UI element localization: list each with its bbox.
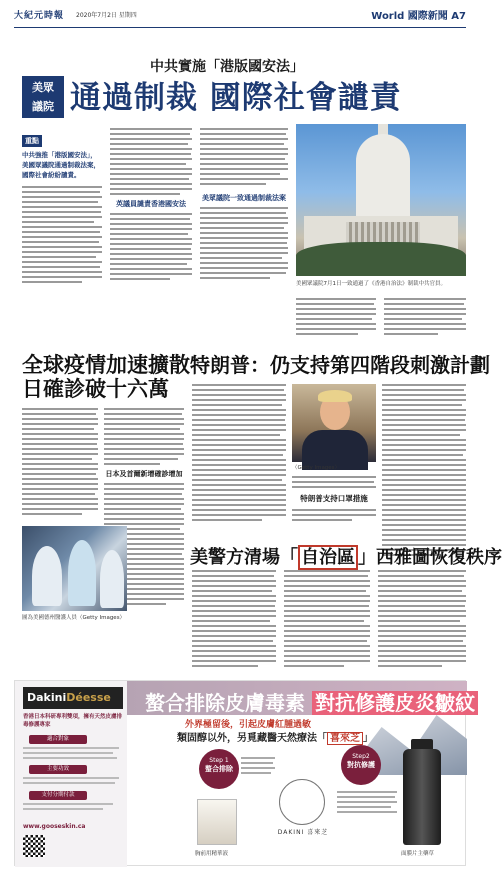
masthead (14, 6, 466, 28)
seattle-column-1 (192, 570, 276, 667)
covid-caption: 圖為美國德州醫護人員（Getty Images） (22, 615, 126, 621)
lead-column-1 (22, 128, 102, 283)
seattle-column-2 (284, 570, 370, 667)
summary-label: 重點 (22, 135, 42, 147)
covid-column-1 (22, 408, 98, 515)
capitol-caption: 美國眾議院7月1日一致通過了《香港自治法》制裁中共官員。 (296, 281, 447, 287)
ad-title-highlight: 對抗修護皮炎皺紋 (312, 691, 478, 715)
qr-code-icon[interactable] (23, 835, 45, 857)
seattle-headline (190, 543, 502, 569)
ad-step-1-text (241, 757, 275, 774)
lead-kicker: 中共實施「港版國安法」 (150, 59, 304, 75)
ad-step-2-label: Step2 (352, 753, 370, 760)
ad-subtitle-2-pre: 類固醇以外，另覓藏醫天然療法「 (177, 733, 327, 744)
lead-tag (22, 76, 64, 118)
ad-step-2-text (337, 791, 397, 813)
ad-title-main: 螯合排除皮膚毒素 (145, 691, 305, 715)
advertisement[interactable] (14, 680, 475, 866)
ad-product-2-image (403, 749, 441, 845)
covid-photo (22, 526, 127, 611)
ad-logo-text: DAKINI 喜來芝 (277, 829, 329, 836)
trump-subhead: 特朗普支持口罩措施 (300, 494, 368, 503)
capitol-column-a (296, 298, 376, 335)
lead-tag-line2: 議院 (32, 100, 54, 113)
ad-pill-payment: 支付分期付款 (29, 791, 87, 800)
seattle-headline-post: 」西雅圖恢復秩序 (358, 547, 502, 568)
ad-sidebar-lines-3 (23, 803, 123, 810)
ad-step-1 (199, 749, 239, 789)
covid-headline-line2: 日確診破十六萬 (22, 377, 169, 401)
lead-column-2 (110, 128, 192, 280)
trump-column-3 (382, 384, 466, 556)
ad-subtitle-2-em: 喜來芝 (327, 732, 363, 745)
ad-brand-suffix: Déesse (66, 691, 111, 704)
capitol-photo (296, 124, 466, 276)
covid-subhead: 日本及首爾新增確診增加 (105, 470, 183, 478)
newspaper-logo: 大紀元時報 (14, 11, 65, 21)
ad-step-2-name: 對抗修護 (347, 761, 375, 769)
ad-product-1-image (197, 799, 237, 845)
ad-subtitle-1: 外界極留後，引起皮膚紅腫過敏 (185, 720, 312, 730)
seattle-headline-pre: 美警方清場「 (190, 547, 298, 568)
ad-sidebar-title: 香港日本科研專利雙項，擁有天然皮膚排毒修護專家 (23, 714, 123, 728)
dakini-logo-icon (279, 779, 325, 825)
ad-brand-logo (23, 687, 123, 709)
covid-headline (22, 353, 190, 401)
ad-step-1-name: 螯合排除 (205, 765, 233, 773)
ad-sidebar (15, 681, 127, 867)
seattle-column-3 (378, 570, 466, 667)
trump-headline: 特朗普：仍支持第四階段刺激計劃 (190, 353, 490, 377)
summary-text: 中共強推「港版國安法」，美國眾議院通過制裁法案，國際社會紛紛譴責。 (22, 151, 100, 179)
lead-headline: 通過制裁 國際社會譴責 (70, 80, 402, 116)
subhead-uk-mps: 英議員譴責香港國安法 (116, 200, 186, 208)
ad-sidebar-lines-1 (23, 747, 123, 759)
section-label: World 國際新聞 A7 (371, 11, 466, 22)
trump-photo (292, 384, 376, 462)
ad-product-1-label: 胸前用精華液 (195, 851, 229, 857)
ad-title (145, 687, 478, 716)
ad-sidebar-lines-2 (23, 777, 123, 784)
ad-pill-effects: 主要功效 (29, 765, 87, 774)
ad-website[interactable]: www.gooseskin.ca (23, 823, 86, 830)
lead-column-3 (200, 128, 288, 279)
subhead-house-sanctions: 美眾議院一致通過制裁法案 (202, 194, 286, 202)
ad-step-1-label: Step 1 (209, 757, 229, 764)
trump-caption: （Getty Images） (292, 465, 341, 471)
seattle-headline-boxed: 自治區 (298, 545, 358, 570)
ad-pill-target: 適合對象 (29, 735, 87, 744)
issue-date: 2020年7月2日 星期四 (76, 12, 137, 19)
covid-headline-line1: 全球疫情加速擴散 (22, 353, 190, 377)
ad-subtitle-2 (177, 729, 373, 744)
ad-subtitle-2-post: 」 (363, 733, 373, 744)
trump-column-2 (292, 476, 376, 521)
lead-tag-line1: 美眾 (32, 81, 54, 94)
ad-product-2-label: 面膜片主藥草 (401, 851, 435, 857)
capitol-column-b (384, 298, 466, 335)
ad-step-2 (341, 745, 381, 785)
trump-column-1 (192, 384, 286, 521)
ad-brand-name: Dakini (27, 691, 67, 704)
